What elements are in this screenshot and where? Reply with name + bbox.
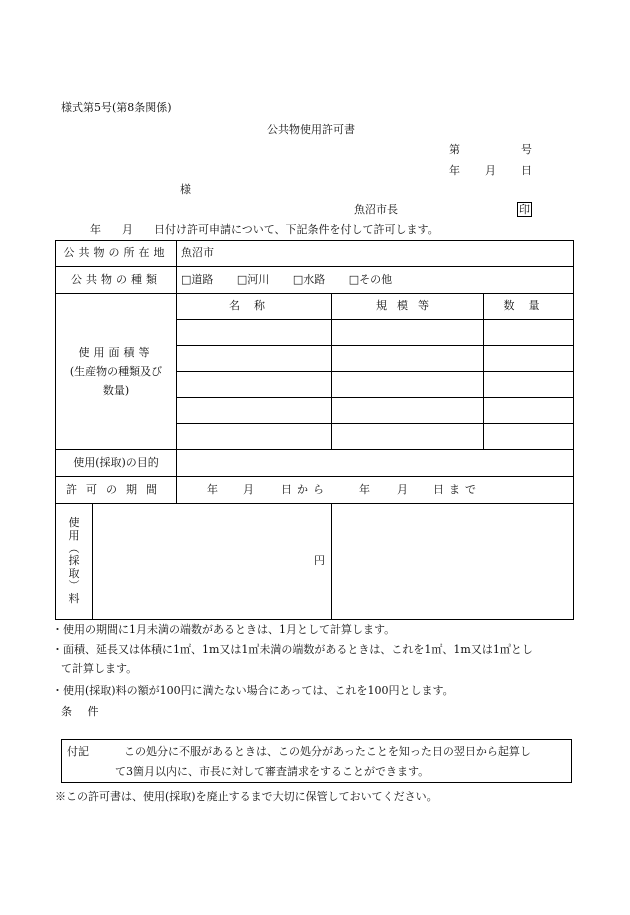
note-minimum-fee: ・使用(採取)料の額が100円に満たない場合にあっては、これを100円とします。 xyxy=(52,684,454,697)
col-name: 名称 xyxy=(177,294,332,320)
period-year-to: 年 xyxy=(359,483,370,496)
col-qty: 数量 xyxy=(484,294,574,320)
area-name-cell[interactable] xyxy=(177,372,332,398)
area-qty-cell[interactable] xyxy=(484,320,574,346)
period-to: まで xyxy=(449,483,481,496)
area-name-cell[interactable] xyxy=(177,346,332,372)
area-label xyxy=(56,294,177,450)
period-day-to: 日 xyxy=(433,483,444,496)
area-scale-cell[interactable] xyxy=(332,372,484,398)
note-rounding-area: ・面積、延長又は体積に1㎡、1m又は1㎥未満の端数があるときは、これを1㎡、1m又は1㎥とし xyxy=(52,643,533,656)
number-prefix: 第 xyxy=(449,143,460,156)
area-scale-cell[interactable] xyxy=(332,346,484,372)
number-suffix: 号 xyxy=(521,143,532,156)
note-rounding-area-cont: て計算します。 xyxy=(61,662,138,675)
intro-year: 年 xyxy=(90,223,101,236)
area-scale-cell[interactable] xyxy=(332,424,484,450)
area-scale-cell[interactable] xyxy=(332,320,484,346)
fee-remarks[interactable] xyxy=(332,504,574,620)
footer-note: ※この許可書は、使用(採取)を廃止するまで大切に保管しておいてください。 xyxy=(55,790,438,803)
fee-char: 料 xyxy=(68,592,80,606)
kind-row xyxy=(56,267,574,294)
appendix-label: 付記 xyxy=(67,745,89,758)
col-scale: 規模等 xyxy=(332,294,484,320)
issuer-name: 魚沼市長 xyxy=(354,203,398,216)
seal-mark xyxy=(517,202,532,217)
fee-char: 取 xyxy=(68,566,80,580)
area-label-line2: (生産物の種類及び xyxy=(69,364,163,378)
period-month-from: 月 xyxy=(243,483,254,496)
period-row xyxy=(56,477,574,504)
kind-option-other[interactable]: □その他 xyxy=(348,272,393,286)
area-name-cell[interactable] xyxy=(177,320,332,346)
area-name-cell[interactable] xyxy=(177,398,332,424)
area-name-cell[interactable] xyxy=(177,424,332,450)
intro-month: 月 xyxy=(122,223,133,236)
kind-label: 公共物の種類 xyxy=(56,267,177,294)
kind-option-river[interactable]: □河川 xyxy=(236,272,270,286)
area-qty-cell[interactable] xyxy=(484,424,574,450)
location-value[interactable]: 魚沼市 xyxy=(177,241,574,267)
seal-char: 印 xyxy=(519,203,530,216)
permit-table xyxy=(55,240,574,620)
fee-char: ︵ xyxy=(68,541,80,555)
addressee-suffix: 様 xyxy=(180,183,191,196)
fee-amount[interactable] xyxy=(93,504,332,620)
period-year-from: 年 xyxy=(207,483,218,496)
area-scale-cell[interactable] xyxy=(332,398,484,424)
purpose-value[interactable] xyxy=(177,450,574,477)
fee-char: 使 xyxy=(68,516,80,530)
area-header-row xyxy=(56,294,574,320)
kind-option-waterway[interactable]: □水路 xyxy=(292,272,326,286)
period-from: から xyxy=(297,483,329,496)
area-qty-cell[interactable] xyxy=(484,372,574,398)
kind-options xyxy=(177,267,574,294)
fee-row xyxy=(56,504,574,620)
purpose-label: 使用(採取)の目的 xyxy=(56,450,177,477)
fee-char: 用 xyxy=(68,528,80,542)
intro-text: 日付け許可申請について、下記条件を付して許可します。 xyxy=(154,223,439,236)
period-month-to: 月 xyxy=(397,483,408,496)
period-day-from: 日 xyxy=(281,483,292,496)
area-qty-cell[interactable] xyxy=(484,398,574,424)
appendix-line1: この処分に不服があるときは、この処分があったことを知った日の翌日から起算し xyxy=(124,745,531,758)
date-day: 日 xyxy=(521,164,532,177)
purpose-row xyxy=(56,450,574,477)
date-month: 月 xyxy=(485,164,496,177)
form-title: 公共物使用許可書 xyxy=(267,123,355,136)
fee-char: 採 xyxy=(68,554,80,568)
location-label: 公共物の所在地 xyxy=(56,241,177,267)
fee-label xyxy=(56,504,93,620)
style-number: 様式第5号(第8条関係) xyxy=(61,101,172,114)
date-year: 年 xyxy=(449,164,460,177)
area-label-line3: 数量) xyxy=(102,384,130,398)
area-qty-cell[interactable] xyxy=(484,346,574,372)
area-label-line1: 使用面積等 xyxy=(78,345,154,359)
appendix-line2: て3箇月以内に、市長に対して審査請求をすることができます。 xyxy=(115,765,430,778)
period-label: 許可の期間 xyxy=(56,477,177,504)
kind-option-road[interactable]: □道路 xyxy=(181,272,214,286)
period-value[interactable] xyxy=(177,477,574,504)
fee-char: ︶ xyxy=(68,579,80,593)
fee-unit: 円 xyxy=(314,554,325,568)
location-row xyxy=(56,241,574,267)
note-rounding-month: ・使用の期間に1月未満の端数があるときは、1月として計算します。 xyxy=(52,623,396,636)
conditions-heading: 条 件 xyxy=(61,705,105,718)
